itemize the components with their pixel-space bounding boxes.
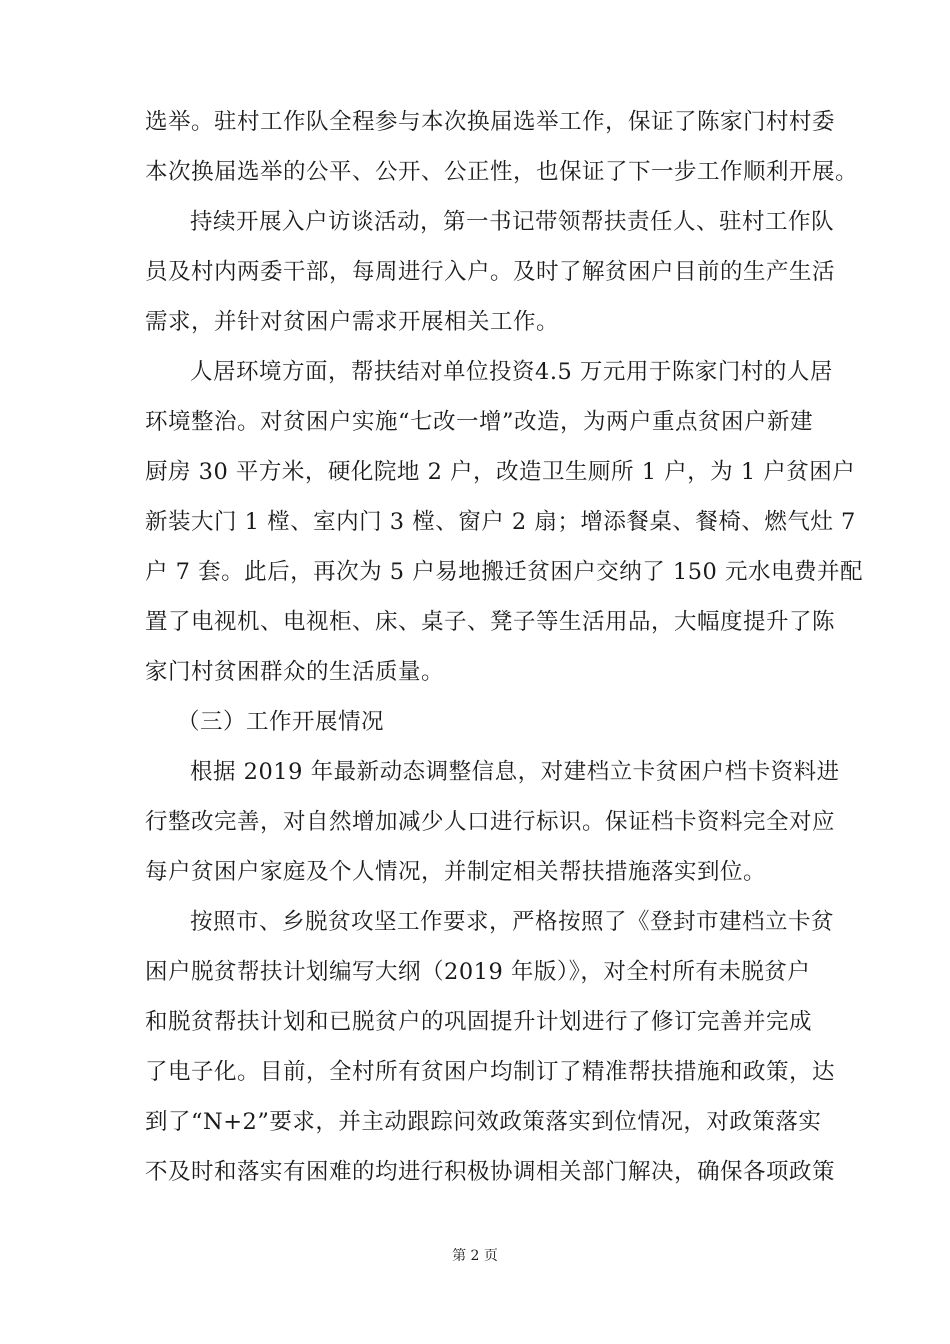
body-line: 新装大门 1 樘、室内门 3 樘、窗户 2 扇；增添餐桌、餐椅、燃气灶 7 [145, 509, 856, 535]
body-line: 不及时和落实有困难的均进行积极协调相关部门解决，确保各项政策 [145, 1159, 836, 1185]
paragraph-start-line: 根据 2019 年最新动态调整信息，对建档立卡贫困户档卡资料进 [190, 759, 840, 785]
body-line: 户 7 套。此后，再次为 5 户易地搬迁贫困户交纳了 150 元水电费并配 [145, 559, 863, 585]
paragraph-start-line: 持续开展入户访谈活动，第一书记带领帮扶责任人、驻村工作队 [190, 209, 835, 235]
body-line: 需求，并针对贫困户需求开展相关工作。 [145, 309, 560, 335]
body-line: 家门村贫困群众的生活质量。 [145, 659, 445, 685]
body-line: 行整改完善，对自然增加减少人口进行标识。保证档卡资料完全对应 [145, 809, 836, 835]
body-line: 本次换届选举的公平、公开、公正性，也保证了下一步工作顺利开展。 [145, 159, 859, 185]
body-line: 置了电视机、电视柜、床、桌子、凳子等生活用品，大幅度提升了陈 [145, 609, 836, 635]
body-line: 到了“N+2”要求，并主动跟踪问效政策落实到位情况，对政策落实 [145, 1109, 822, 1135]
body-line: 厨房 30 平方米，硬化院地 2 户，改造卫生厕所 1 户，为 1 户贫困户 [145, 459, 856, 485]
body-line: 每户贫困户家庭及个人情况，并制定相关帮扶措施落实到位。 [145, 859, 767, 885]
section-heading: （三）工作开展情况 [177, 709, 385, 735]
paragraph-start-line: 人居环境方面，帮扶结对单位投资4.5 万元用于陈家门村的人居 [190, 359, 833, 385]
body-line: 环境整治。对贫困户实施“七改一增”改造，为两户重点贫困户新建 [145, 409, 814, 435]
body-line: 了电子化。目前，全村所有贫困户均制订了精准帮扶措施和政策，达 [145, 1059, 836, 1085]
body-line: 选举。驻村工作队全程参与本次换届选举工作，保证了陈家门村村委 [145, 109, 836, 135]
document-body [145, 97, 863, 1197]
body-line: 和脱贫帮扶计划和已脱贫户的巩固提升计划进行了修订完善并完成 [145, 1009, 813, 1035]
page-number: 第 2 页 [452, 1248, 498, 1264]
body-line: 困户脱贫帮扶计划编写大纲（2019 年版）》，对全村所有未脱贫户 [145, 959, 811, 985]
body-line: 员及村内两委干部，每周进行入户。及时了解贫困户目前的生产生活 [145, 259, 836, 285]
paragraph-start-line: 按照市、乡脱贫攻坚工作要求，严格按照了《登封市建档立卡贫 [190, 909, 835, 935]
